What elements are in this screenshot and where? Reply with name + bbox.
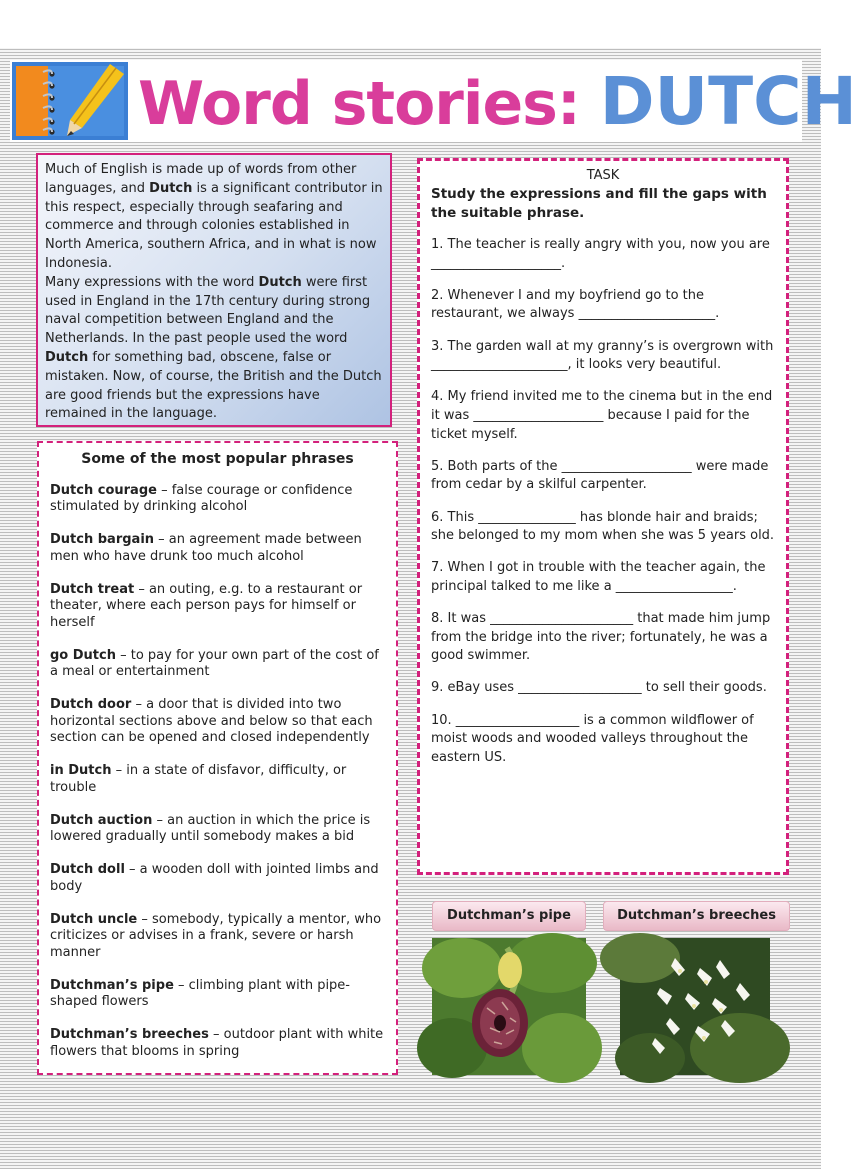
phrase-definition: – an outing, e.g. to a restaurant or theater, where each person pays for himself or herself	[50, 581, 363, 630]
intro-text-run: Many expressions with the word	[45, 274, 259, 290]
phrase-definition: – false courage or confidence stimulated by drinking alcohol	[50, 482, 353, 515]
task-item: 6. This _______________ has blonde hair and braids; she belonged to my mom when she was 5 years old.	[431, 509, 775, 544]
phrase-item	[50, 862, 385, 895]
phrase-item	[50, 582, 385, 632]
phrase-item	[50, 763, 385, 796]
task-box	[417, 158, 789, 875]
phrase-definition: – in a state of disfavor, difficulty, or trouble	[50, 763, 347, 795]
task-item: 1. The teacher is really angry with you, now you are ____________________.	[431, 237, 770, 271]
intro-paragraph-2	[45, 274, 383, 424]
page-title	[138, 64, 857, 140]
phrase-item	[50, 483, 385, 516]
phrase-definition: – somebody, typically a mentor, who criticizes or advises in a frank, severe or harsh manner	[50, 911, 382, 960]
phrase-definition: – an agreement made between men who have drunk too much alcohol	[50, 532, 362, 564]
task-list	[431, 236, 775, 767]
phrase-term: Dutchman’s breeches	[50, 1027, 209, 1043]
phrase-term: Dutch treat	[50, 581, 135, 597]
task-item: 9. eBay uses ___________________ to sell their goods.	[431, 680, 767, 696]
task-item: 5. Both parts of the ____________________ were made from cedar by a skilful carpenter.	[431, 458, 769, 493]
phrases-box	[37, 441, 398, 1075]
phrase-term: Dutch uncle	[50, 911, 138, 927]
task-item: 3. The garden wall at my granny’s is overgrown with _____________________, it looks very beautiful.	[431, 338, 774, 373]
intro-bold-word: Dutch	[45, 349, 89, 365]
phrase-item	[50, 813, 385, 846]
phrase-item	[50, 697, 385, 747]
phrase-definition: – climbing plant with pipe-shaped flowers	[50, 977, 350, 1010]
phrase-item	[50, 648, 385, 681]
task-item: 7. When I got in trouble with the teacher again, the principal talked to me like a __________________.	[431, 560, 766, 594]
phrase-term: in Dutch	[50, 763, 112, 779]
phrase-item	[50, 532, 385, 565]
phrase-item	[50, 912, 385, 962]
task-item: 2. Whenever I and my boyfriend go to the restaurant, we always _____________________.	[431, 287, 720, 322]
phrase-definition: – an auction in which the price is lowered gradually until somebody makes a bid	[50, 812, 371, 845]
task-heading: TASK	[586, 168, 620, 183]
intro-text-run: Much of English is made up of words from other languages, and	[45, 162, 357, 196]
intro-text-run: for something bad, obscene, false or mistaken. Now, of course, the British and the Dutch are good friends but the expressions have remained in the language.	[45, 349, 382, 422]
phrase-list	[50, 483, 385, 1061]
intro-paragraph-1	[45, 161, 383, 274]
phrase-term: Dutch courage	[50, 482, 157, 498]
title-dutch: DUTCH	[599, 63, 857, 140]
notebook-pencil-icon	[12, 62, 128, 140]
task-item: 8. It was ______________________ that made him jump from the bridge into the river; fortunately, he was a good swimmer.	[431, 611, 771, 664]
phrases-title: Some of the most popular phrases	[81, 451, 354, 467]
label-dutchmans-pipe: Dutchman’s pipe	[432, 901, 586, 931]
intro-text-run: is a significant contributor in this respect, especially through seafaring and commerce and through colonies established in North America, southern Africa, and in what is now Indonesia.	[45, 180, 383, 271]
intro-text-run: were first used in England in the 17th century during strong naval competition between England and the Netherlands. In the past people used the word	[45, 274, 371, 347]
title-word-stories: Word stories:	[138, 69, 600, 139]
dutchmans-pipe-photo	[432, 938, 586, 1075]
task-instruction: Study the expressions and fill the gaps with the suitable phrase.	[431, 186, 767, 221]
phrase-term: Dutch door	[50, 697, 132, 713]
phrase-item	[50, 1027, 385, 1060]
intro-bold-word: Dutch	[258, 274, 302, 290]
intro-text-box	[36, 153, 392, 427]
task-item: 4. My friend invited me to the cinema but in the end it was ____________________ because I paid for the ticket myself.	[431, 389, 773, 442]
dutchmans-breeches-photo	[620, 938, 770, 1075]
phrase-term: go Dutch	[50, 647, 116, 663]
phrase-term: Dutch doll	[50, 862, 125, 878]
intro-bold-word: Dutch	[149, 180, 193, 196]
task-item: 10. ___________________ is a common wildflower of moist woods and wooded valleys throughout the eastern US.	[431, 712, 754, 765]
phrase-definition: – outdoor plant with white flowers that blooms in spring	[50, 1027, 384, 1059]
phrase-definition: – a wooden doll with jointed limbs and body	[50, 862, 379, 894]
phrase-item	[50, 978, 385, 1011]
phrase-definition: – to pay for your own part of the cost of a meal or entertainment	[50, 647, 379, 680]
phrase-term: Dutch auction	[50, 812, 153, 828]
phrase-term: Dutchman’s pipe	[50, 977, 174, 993]
phrase-term: Dutch bargain	[50, 532, 155, 548]
title-banner	[10, 60, 857, 142]
phrase-definition: – a door that is divided into two horizontal sections above and below so that each section can be opened and closed independently	[50, 697, 373, 746]
label-dutchmans-breeches: Dutchman’s breeches	[603, 901, 790, 931]
